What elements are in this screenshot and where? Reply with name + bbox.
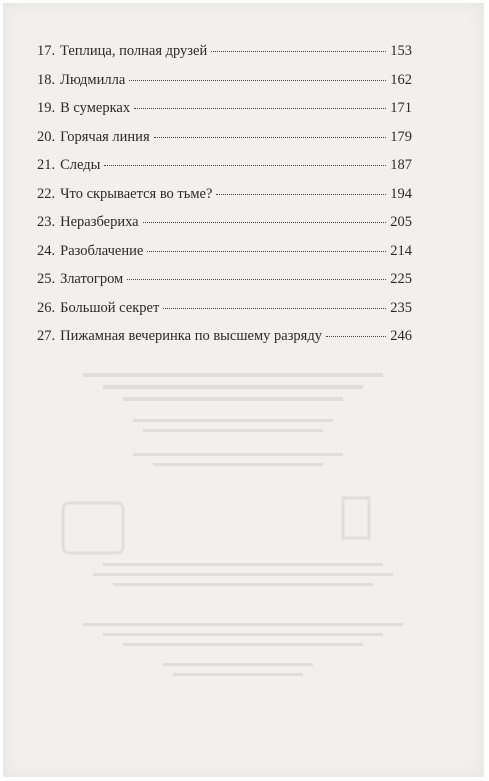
toc-entry xyxy=(37,214,412,243)
chapter-number: 25. xyxy=(37,271,56,287)
chapter-number: 20. xyxy=(37,128,56,145)
toc-entry xyxy=(37,328,412,357)
dot-leader xyxy=(143,222,387,223)
page-number: 194 xyxy=(390,185,412,202)
dot-leader xyxy=(326,336,386,337)
chapter-number: 18. xyxy=(37,71,56,88)
toc-entry xyxy=(37,72,412,101)
page-number: 214 xyxy=(390,242,412,259)
chapter-number: 24. xyxy=(37,242,56,259)
page-number: 179 xyxy=(390,128,412,145)
chapter-number: 19. xyxy=(37,100,56,116)
toc-entry xyxy=(37,43,412,72)
chapter-title: Разоблачение xyxy=(60,242,144,259)
chapter-number: 23. xyxy=(37,214,56,230)
chapter-title: Неразбериха xyxy=(60,214,139,230)
chapter-number: 17. xyxy=(37,43,56,59)
dot-leader xyxy=(163,308,386,309)
chapter-number: 26. xyxy=(37,299,56,316)
page-number: 235 xyxy=(390,299,412,316)
dot-leader xyxy=(127,279,386,280)
page-number: 153 xyxy=(390,43,412,59)
chapter-title: Большой секрет xyxy=(60,299,160,316)
dot-leader xyxy=(147,251,386,252)
dot-leader xyxy=(216,194,386,195)
page-number: 225 xyxy=(390,271,412,287)
table-of-contents xyxy=(37,43,412,357)
dot-leader xyxy=(104,165,386,166)
chapter-title: Пижамная вечеринка по высшему разряду xyxy=(60,328,322,344)
chapter-number: 27. xyxy=(37,328,56,344)
page-number: 187 xyxy=(390,157,412,173)
toc-entry xyxy=(37,300,412,329)
bleed-through-imprint xyxy=(43,363,423,703)
page-number: 246 xyxy=(390,328,412,344)
chapter-title: В сумерках xyxy=(60,100,131,116)
chapter-title: Следы xyxy=(60,157,101,173)
page-number: 205 xyxy=(390,214,412,230)
toc-entry xyxy=(37,243,412,272)
chapter-title: Горячая линия xyxy=(60,128,150,145)
toc-entry xyxy=(37,157,412,186)
toc-entry xyxy=(37,271,412,300)
dot-leader xyxy=(134,108,386,109)
chapter-number: 22. xyxy=(37,185,56,202)
chapter-title: Людмилла xyxy=(60,71,126,88)
dot-leader xyxy=(129,80,386,81)
dot-leader xyxy=(154,137,387,138)
toc-entry xyxy=(37,186,412,215)
chapter-title: Златогром xyxy=(60,271,124,287)
chapter-number: 21. xyxy=(37,157,56,173)
page-number: 171 xyxy=(390,100,412,116)
chapter-title: Что скрывается во тьме? xyxy=(60,185,213,202)
book-page xyxy=(3,3,484,777)
page-number: 162 xyxy=(390,71,412,88)
toc-entry xyxy=(37,129,412,158)
chapter-title: Теплица, полная друзей xyxy=(60,43,208,59)
dot-leader xyxy=(211,51,386,52)
toc-entry xyxy=(37,100,412,129)
